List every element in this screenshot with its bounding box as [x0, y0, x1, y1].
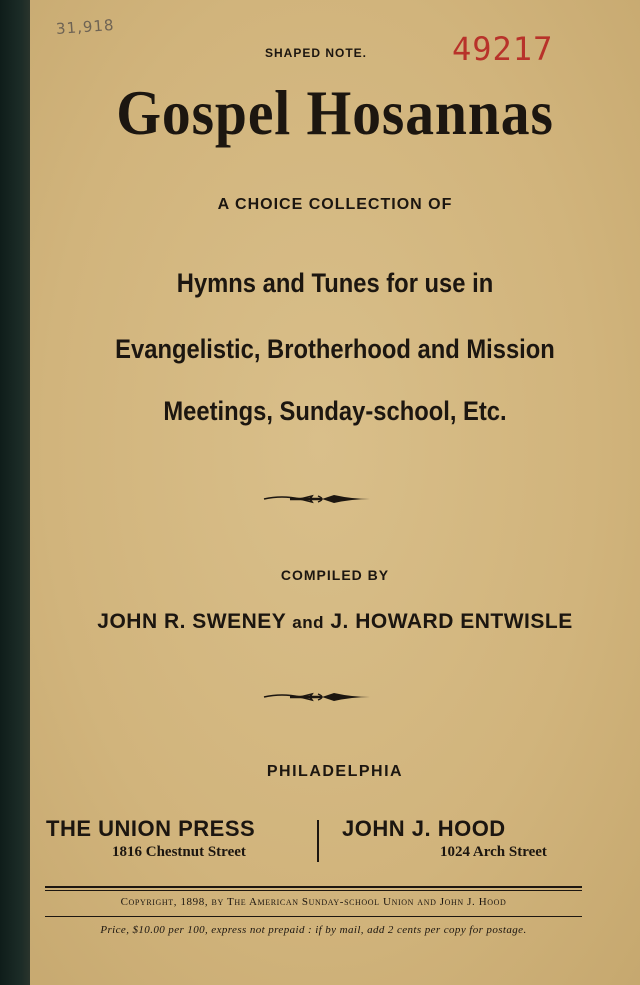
- subtitle-line-3: Meetings, Sunday-school, Etc.: [163, 396, 507, 426]
- subtitle-line-2: Evangelistic, Brotherhood and Mission: [115, 334, 555, 364]
- compiled-by-label: COMPILED BY: [280, 567, 390, 583]
- library-stamp-number: 49217: [452, 30, 554, 68]
- ornament-divider-icon: [262, 492, 372, 506]
- subtitle-line-1: Hymns and Tunes for use in: [176, 268, 494, 298]
- author-sweney: JOHN R. SWENEY: [97, 610, 286, 633]
- authors-line: [30, 610, 640, 634]
- footer-rule-middle: [45, 916, 582, 917]
- address-john-hood: 1024 Arch Street: [440, 844, 547, 860]
- publisher-union-press: THE UNION PRESS: [46, 816, 256, 841]
- author-entwisle: J. HOWARD ENTWISLE: [330, 610, 573, 633]
- footer-rule-top-thin: [45, 890, 582, 891]
- publication-city: PHILADELPHIA: [266, 763, 404, 780]
- ornament-divider-icon: [262, 690, 372, 704]
- publisher-divider: [317, 820, 319, 862]
- book-spine-edge: [0, 0, 30, 985]
- copyright-notice: Copyright, 1898, by The American Sunday-school Union and John J. Hood: [120, 896, 507, 908]
- publisher-john-hood: JOHN J. HOOD: [342, 816, 506, 841]
- book-title: Gospel Hosannas: [116, 77, 554, 148]
- collection-intro: A CHOICE COLLECTION OF: [217, 196, 453, 213]
- address-union-press: 1816 Chestnut Street: [112, 844, 246, 860]
- author-conjunction: and: [292, 613, 325, 632]
- pencil-catalog-number: 31,918: [55, 15, 116, 39]
- shaped-note-label: SHAPED NOTE.: [264, 46, 367, 60]
- price-notice: Price, $10.00 per 100, express not prepaid : if by mail, add 2 cents per copy for postage.: [100, 924, 527, 936]
- footer-rule-top: [45, 886, 582, 888]
